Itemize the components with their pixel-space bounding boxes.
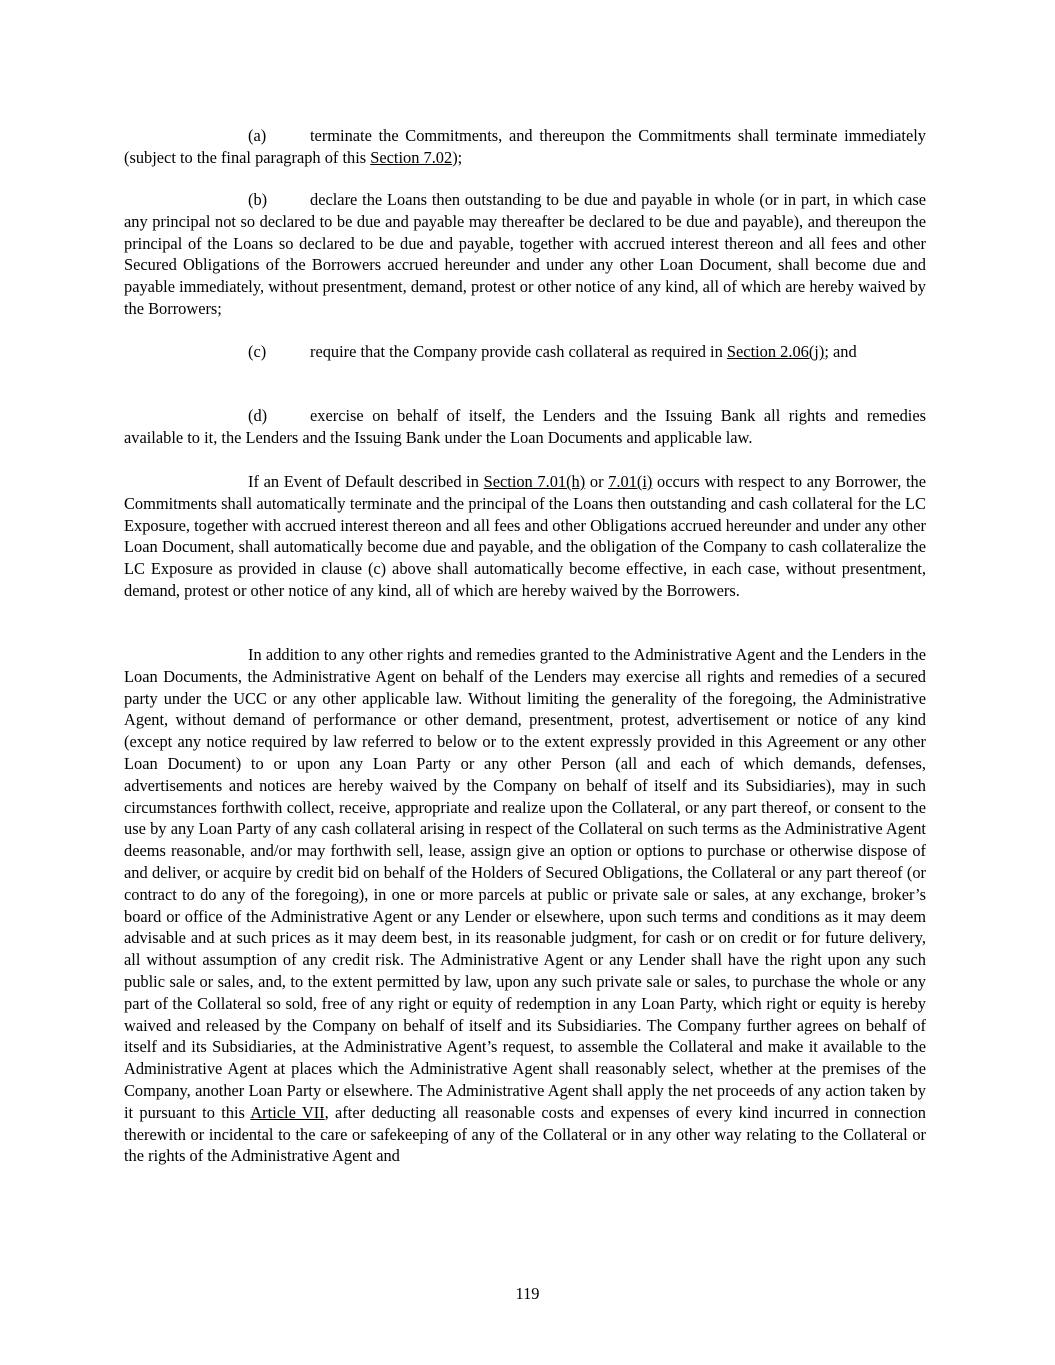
- eod-text-or: or: [585, 472, 609, 491]
- section-2-06j-link[interactable]: Section 2.06(j): [726, 342, 825, 361]
- eod-text-rest: occurs with respect to any Borrower, the Commitments shall automatically terminate and the principal of the Loans then outstanding and cash collateral for the LC Exposure, together with accrued interest thereon and all fees and other Obligations accrued hereunder and under any other Loan Document, shall automatically become due and payable, and the obligation of the Company to cash collateralize the LC Exposure as provided in clause (c) above shall automatically become effective, in each case, without presentment, demand, protest or other notice of any kind, all of which are hereby waived by the Borrowers.: [124, 472, 926, 600]
- clause-a-text: terminate the Commitments, and thereupon the Commitments shall terminate immediately (subject to the final paragraph of this: [124, 126, 926, 167]
- section-7-01h-link[interactable]: Section 7.01(h): [483, 472, 586, 491]
- section-7-01i-link[interactable]: 7.01(i): [608, 472, 653, 491]
- remedies-paragraph: [124, 644, 926, 1167]
- remedies-text-end: , after deducting all reasonable costs and expenses of every kind incurred in connection therewith or incidental to the care or safekeeping of any of the Collateral or in any other way relating to the Collateral or the rights of the Administrative Agent and: [124, 1102, 926, 1166]
- clause-d-label: (d): [248, 406, 268, 425]
- section-7-02-link[interactable]: Section 7.02: [370, 147, 453, 167]
- page-number: 119: [515, 1284, 540, 1303]
- clause-a-label: (a): [248, 126, 267, 145]
- clause-c-text-end: ; and: [824, 342, 857, 361]
- article-vii-link[interactable]: Article VII: [250, 1102, 325, 1122]
- clause-d: [124, 405, 926, 449]
- clause-c-label: (c): [248, 342, 267, 361]
- clause-c-text: require that the Company provide cash collateral as required in: [310, 342, 727, 361]
- clause-a-text-end: );: [452, 147, 463, 167]
- event-of-default-paragraph: [124, 471, 926, 602]
- clause-b-label: (b): [248, 190, 268, 209]
- eod-text-start: If an Event of Default described in: [248, 472, 484, 491]
- clause-c: [124, 341, 926, 363]
- clause-b: [124, 189, 926, 320]
- remedies-text: In addition to any other rights and remedies granted to the Administrative Agent and the Lenders in the Loan Documents, the Administrative Agent on behalf of the Lenders may exercise all rights and remedies of a secured party under the UCC or any other applicable law. Without limiting the generality of the foregoing, the Administrative Agent, without demand of performance or other demand, presentment, protest, advertisement or notice of any kind (except any notice required by law referred to below or to the extent expressly provided in this Agreement or any other Loan Document) to or upon any Loan Party or any other Person (all and each of which demands, defenses, advertisements and notices are hereby waived by the Company on behalf of itself and its Subsidiaries), may in such circumstances forthwith collect, receive, appropriate and realize upon the Collateral, or any part thereof, or consent to the use by any Loan Party of any cash collateral arising in respect of the Collateral on such terms as the Administrative Agent deems reasonable, and/or may forthwith sell, lease, assign give an option or options to purchase or otherwise dispose of and deliver, or acquire by credit bid on behalf of the Holders of Secured Obligations, the Collateral or any part thereof (or contract to do any of the foregoing), in one or more parcels at public or private sale or sales, at any exchange, broker’s board or office of the Administrative Agent or any Lender or elsewhere, upon such terms and conditions as it may deem advisable and at such prices as it may deem best, in its reasonable judgment, for cash or on credit or for future delivery, all without assumption of any credit risk. The Administrative Agent or any Lender shall have the right upon any such public sale or sales, and, to the extent permitted by law, upon any such private sale or sales, to purchase the whole or any part of the Collateral so sold, free of any right or equity of redemption in any Loan Party, which right or equity is hereby waived and released by the Company on behalf of itself and its Subsidiaries. The Company further agrees on behalf of itself and its Subsidiaries, at the Administrative Agent’s request, to assemble the Collateral and make it available to the Administrative Agent at places which the Administrative Agent shall reasonably select, whether at the premises of the Company, another Loan Party or elsewhere. The Administrative Agent shall apply the net proceeds of any action taken by it pursuant to this: [124, 645, 926, 1122]
- clause-a: [124, 125, 926, 169]
- clause-d-text: exercise on behalf of itself, the Lenders and the Issuing Bank all rights and remedies available to it, the Lenders and the Issuing Bank under the Loan Documents and applicable law.: [124, 406, 926, 447]
- clause-b-text: declare the Loans then outstanding to be due and payable in whole (or in part, in which case any principal not so declared to be due and payable may thereafter be declared to be due and payable), and thereupon the principal of the Loans so declared to be due and payable, together with accrued interest thereon and all fees and other Secured Obligations of the Borrowers accrued hereunder and under any other Loan Document, shall become due and payable immediately, without presentment, demand, protest or other notice of any kind, all of which are hereby waived by the Borrowers;: [124, 190, 926, 318]
